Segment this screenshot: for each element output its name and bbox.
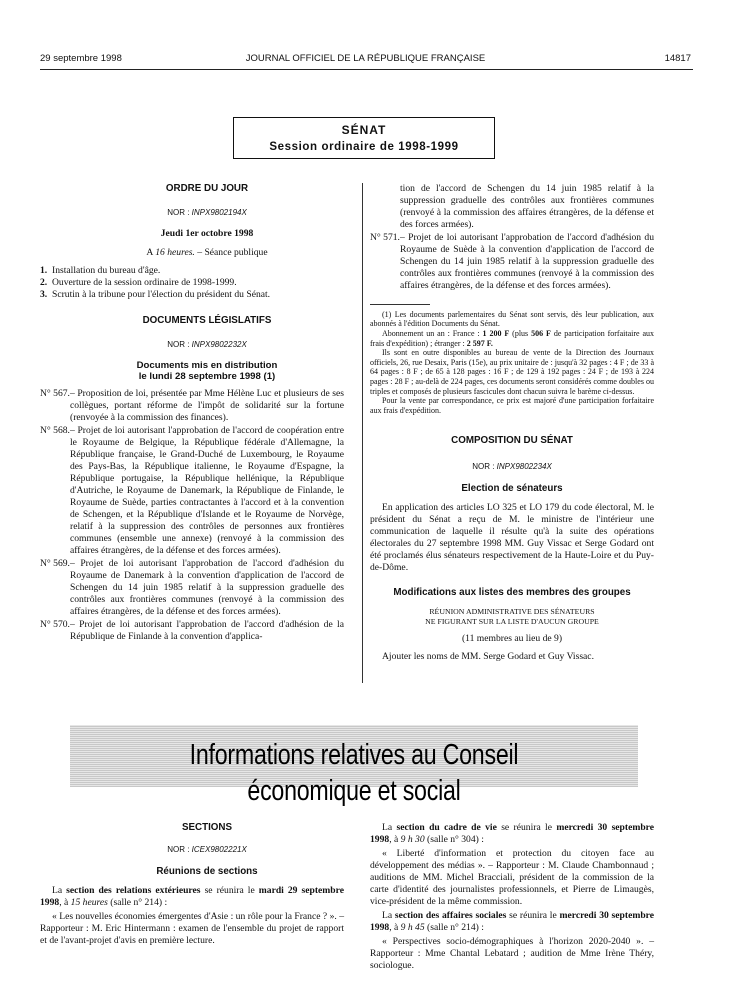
composition-title: COMPOSITION DU SÉNAT bbox=[451, 435, 573, 447]
election-title: Election de sénateurs bbox=[461, 482, 563, 494]
election-text: En application des articles LO 325 et LO 179 du code électoral, M. le président du Sénat a reçu de M. le ministre de l'intérieur une communication de laquelle il résulte qu'à la suite des opérations électorales du 27 septembre 1998 MM. Guy Vissac et Serge Godard ont été proclamés élus sénateurs respectivement de la Haute-Loire et du Puy-de-Dôme. bbox=[370, 501, 654, 573]
column-divider bbox=[362, 183, 363, 683]
section-meeting: La section des affaires sociales se réunira le mercredi 30 septembre 1998, à 9 h 45 (salle n° 214) : bbox=[370, 909, 654, 933]
header-rule bbox=[40, 69, 693, 70]
header-date: 29 septembre 1998 bbox=[40, 53, 122, 64]
right-column bbox=[370, 183, 654, 663]
journal-title: JOURNAL OFFICIEL DE LA RÉPUBLIQUE FRANÇAISE bbox=[245, 53, 486, 64]
nor-reference: NOR : INPX9802194X bbox=[167, 208, 247, 218]
page-number: 14817 bbox=[664, 53, 691, 64]
nor-reference: NOR : ICEX9802221X bbox=[167, 845, 247, 855]
document-entry: N° 570. – Projet de loi autorisant l'approbation de l'accord d'adhésion de la République de Finlande à la convention d'applica- bbox=[40, 619, 344, 643]
document-entry: N° 571. – Projet de loi autorisant l'approbation de l'accord d'adhésion du Royaume de Suède à la convention d'application de l'accord de Schengen du 14 juin 1985 relatif à la suppression graduelle des contrôles aux frontières communes (renvoyé à la commission des affaires étrangères, de la défense et des forces armées). bbox=[370, 231, 654, 291]
footnote-rule bbox=[370, 304, 430, 305]
senat-title: SÉNAT bbox=[341, 123, 387, 137]
session-title: Session ordinaire de 1998-1999 bbox=[269, 141, 459, 153]
group-heading: RÉUNION ADMINISTRATIVE DES SÉNATEURS NE FIGURANT SUR LA LISTE D'AUCUN GROUPE bbox=[425, 607, 599, 626]
banner-title: Informations relatives au Conseil économique et social bbox=[189, 739, 519, 808]
left-column bbox=[40, 183, 344, 643]
section-agenda: « Perspectives socio-démographiques à l'horizon 2020-2040 ». – Rapporteur : Mme Chantal Lebatard ; audition de Mme Irène Théry, sociologue. bbox=[370, 935, 654, 971]
meeting-date: Jeudi 1er octobre 1998 bbox=[160, 228, 254, 240]
footnotes: (1) Les documents parlementaires du Sénat sont servis, dès leur publication, aux abonnés à l'édition Documents du Sénat. Abonnement un an : France : 1 200 F (plus 506 F de participation forfaitaire aux frais d'expédition) ; étranger : 2 597 F. Ils sont en outre disponibles au bureau de vente de la Direction des Journaux officiels, 26, rue Desaix, Paris (15e), au prix unitaire de : jusqu'à 32 pages : 4 F ; de 33 à 64 pages : 8 F ; de 65 à 128 pages : 16 F ; de 129 à 192 pages : 24 F ; de 193 à 224 pages : 28 F ; au-delà de 224 pages, ces documents seront considérés comme doubles ou triples et composés de plusieurs fascicules dont chacun suivra le barème ci-dessus. Pour la vente par correspondance, ce prix est majoré d'une participation forfaitaire aux frais d'expédition. bbox=[370, 309, 655, 415]
bottom-right-column bbox=[370, 822, 654, 972]
senat-title-box bbox=[233, 117, 495, 159]
agenda-list bbox=[40, 265, 344, 301]
conseil-banner bbox=[70, 725, 638, 808]
continued-entry: tion de l'accord de Schengen du 14 juin 1985 relatif à la suppression graduelle des contrôles aux frontières communes (renvoyé à la commission des affaires étrangères, de la défense et des forces armées). bbox=[400, 183, 654, 230]
nor-reference: NOR : INPX9802234X bbox=[472, 461, 552, 471]
members-added: Ajouter les noms de MM. Serge Godard et Guy Vissac. bbox=[382, 651, 594, 663]
ordre-du-jour-title: ORDRE DU JOUR bbox=[165, 183, 249, 194]
nor-reference: NOR : INPX9802232X bbox=[167, 340, 247, 350]
section-agenda: « Liberté d'information et protection du citoyen face au développement des médias ». – Rapporteur : M. Claude Chambonnaud ; auditions de MM. Michel Bracciali, président de la commission de la carte d'identité des journalistes professionnels, et Pierre de Limaugès, vice-président de la même commission. bbox=[370, 847, 654, 907]
document-entry: N° 567. – Proposition de loi, présentée par Mme Hélène Luc et plusieurs de ses collègues, portant réforme de l'impôt de solidarité sur la fortune (renvoyée à la commission des finances). bbox=[40, 388, 344, 424]
reunions-title: Réunions de sections bbox=[156, 866, 258, 878]
section-meeting: La section du cadre de vie se réunira le mercredi 30 septembre 1998, à 9 h 30 (salle n° 304) : bbox=[370, 822, 655, 845]
members-count: (11 membres au lieu de 9) bbox=[461, 633, 563, 645]
docs-subtitle: Documents mis en distribution le lundi 28 septembre 1998 (1) bbox=[136, 360, 278, 383]
docs-legislatifs-title: DOCUMENTS LÉGISLATIFS bbox=[142, 315, 272, 327]
modifications-title: Modifications aux listes des membres des groupes bbox=[393, 586, 631, 598]
documents-list bbox=[40, 388, 344, 643]
meeting-time: A 16 heures. – Séance publique bbox=[146, 247, 268, 259]
agenda-item: 2. Ouverture de la session ordinaire de 1998-1999. bbox=[40, 277, 237, 289]
document-entry: N° 568. – Projet de loi autorisant l'approbation de l'accord de coopération entre le Royaume de Belgique, la République fédérale d'Allemagne, la République française, le Grand-Duché de Luxembourg, le Royaume des Pays-Bas, la République italienne, le Royaume d'Espagne, la République portugaise, la République hellénique, la République d'Autriche, le Royaume de Danemark, la République de Finlande, le Royaume de Suède, parties contractantes à l'accord et à la convention de Schengen, et la République d'Islande et le Royaume de Norvège, relatif à la suppression des contrôles de personnes aux frontières communes (ensemble une annexe) (renvoyé à la commission des affaires étrangères, de la défense et des forces armées). bbox=[40, 425, 344, 557]
sections-title: SECTIONS bbox=[181, 822, 233, 833]
section-agenda: « Les nouvelles économies émergentes d'Asie : un rôle pour la France ? ». – Rapporteur : M. Eric Hintermann : examen de l'ensemble du projet de rapport et de l'avant-projet d'avis en première lecture. bbox=[40, 911, 344, 947]
bottom-left-column bbox=[40, 822, 344, 947]
agenda-item: 1. Installation du bureau d'âge. bbox=[40, 265, 161, 277]
document-entry: N° 569. – Projet de loi autorisant l'approbation de l'accord d'adhésion du Royaume de Danemark à la convention d'application de l'accord de Schengen du 14 juin 1985 relatif à la suppression graduelle des contrôles aux frontières communes (renvoyé à la commission des affaires étrangères, de la défense et des forces armées). bbox=[40, 558, 344, 618]
section-meeting: La section des relations extérieures se réunira le mardi 29 septembre 1998, à 15 heures (salle n° 214) : bbox=[40, 885, 344, 909]
agenda-item: 3. Scrutin à la tribune pour l'élection du président du Sénat. bbox=[40, 289, 271, 301]
